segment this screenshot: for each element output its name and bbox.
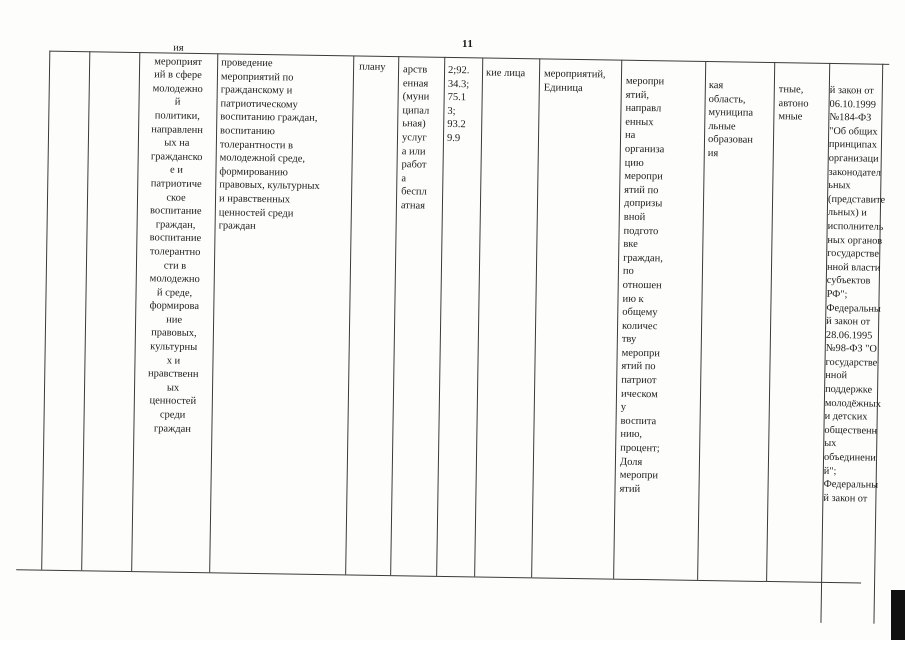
- table-cell-plan: плану: [359, 61, 386, 73]
- column-divider: [390, 56, 399, 575]
- column-divider: [613, 60, 622, 579]
- table-cell-indicator-name: мероприятий, Единица: [543, 68, 606, 94]
- table-cell-description: проведение мероприятий по гражданскому и патриотическому воспитанию граждан, воспитанию толерантности в молодежной среде, формированию правовых, культурных и нравственных ценностей среди граждан: [218, 57, 320, 233]
- scan-edge-shadow: [891, 590, 905, 640]
- table-cell-event-type: ия мероприят ий в сфере молодежно й политики, направленн ых на гражданско е и патриотиче ское воспитание граждан, воспитание толерантно сти в молодежно й среде, формирова ние правовых, культурны х и нравственн ых ценностей среди граждан: [147, 42, 204, 435]
- table-bottom-border: [16, 569, 861, 583]
- page-number: 11: [462, 38, 474, 50]
- table-cell-institution-type: тные, автоно мные: [778, 84, 809, 123]
- table-cell-service-type: арств енная (муни ципал ьная) услуг а или работ а беспл атная: [400, 64, 430, 212]
- table-cell-region: кая область, муниципа льные образован ия: [707, 80, 754, 160]
- table-cell-legal-basis: й закон от 06.10.1999 №184-ФЗ "Об общих принципах организаци законодател ьных (представите льных) и исполнитель ных органов государстве нной власти субъектов РФ"; Федеральны й закон от 28.06.1995 №98-ФЗ "О государстве нной поддержке молодёжных и детских общественн ых объединени й"; Федеральны й закон от: [823, 84, 886, 505]
- column-divider: [81, 51, 90, 570]
- table-cell-recipients: кие лица: [485, 67, 526, 80]
- column-divider: [41, 51, 50, 570]
- table-cell-codes: 2;92. 34.3; 75.1 3; 93.2 9.9: [446, 64, 470, 145]
- table-cell-indicator-detail: меропри ятий, направл енных на организа цию меропри ятий по допризы вной подгото вке граждан, по отношен ию к общему количес тву меропри ятий по патриот ическом у воспита нию, процент; Доля меропри ятий: [619, 75, 665, 495]
- column-divider: [531, 58, 540, 577]
